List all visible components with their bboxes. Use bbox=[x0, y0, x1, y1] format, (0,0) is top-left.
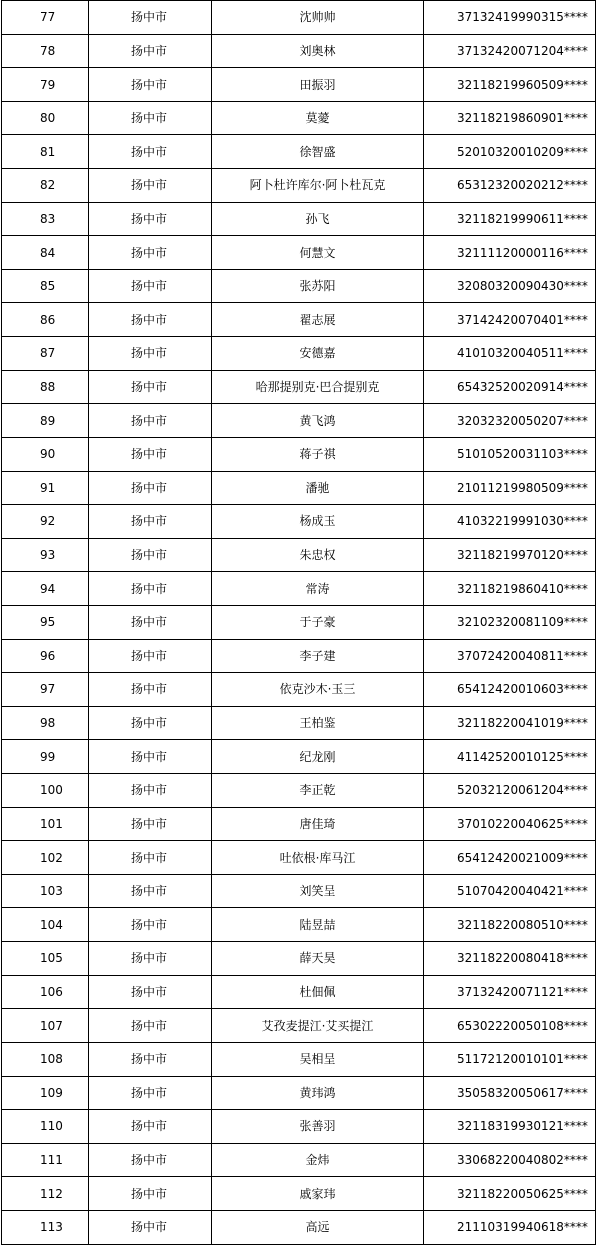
city-cell: 扬中市 bbox=[89, 807, 212, 841]
table-row bbox=[2, 1, 596, 35]
name-cell: 戚家玮 bbox=[212, 1177, 424, 1211]
name-cell: 翟志展 bbox=[212, 303, 424, 337]
id-number-cell: 37072420040811**** bbox=[424, 639, 596, 673]
id-number-cell: 32118319930121**** bbox=[424, 1110, 596, 1144]
row-number-cell: 89 bbox=[2, 404, 89, 438]
id-number-cell: 32080320090430**** bbox=[424, 269, 596, 303]
table-row bbox=[2, 505, 596, 539]
name-cell: 王柏鉴 bbox=[212, 706, 424, 740]
id-number-cell: 65412420021009**** bbox=[424, 841, 596, 875]
id-number-cell: 32118220080418**** bbox=[424, 942, 596, 976]
row-number-cell: 105 bbox=[2, 942, 89, 976]
row-number-cell: 101 bbox=[2, 807, 89, 841]
row-number-cell: 78 bbox=[2, 34, 89, 68]
row-number-cell: 106 bbox=[2, 975, 89, 1009]
id-number-cell: 32111120000116**** bbox=[424, 236, 596, 270]
id-number-cell: 32118220080510**** bbox=[424, 908, 596, 942]
city-cell: 扬中市 bbox=[89, 1076, 212, 1110]
id-number-cell: 37142420070401**** bbox=[424, 303, 596, 337]
city-cell: 扬中市 bbox=[89, 101, 212, 135]
table-row bbox=[2, 774, 596, 808]
name-cell: 阿卜杜许库尔·阿卜杜瓦克 bbox=[212, 169, 424, 203]
city-cell: 扬中市 bbox=[89, 1110, 212, 1144]
name-cell: 田振羽 bbox=[212, 68, 424, 102]
name-cell: 黄玮鸿 bbox=[212, 1076, 424, 1110]
row-number-cell: 112 bbox=[2, 1177, 89, 1211]
row-number-cell: 95 bbox=[2, 605, 89, 639]
city-cell: 扬中市 bbox=[89, 639, 212, 673]
table-row bbox=[2, 135, 596, 169]
city-cell: 扬中市 bbox=[89, 404, 212, 438]
city-cell: 扬中市 bbox=[89, 303, 212, 337]
row-number-cell: 93 bbox=[2, 538, 89, 572]
table-row bbox=[2, 34, 596, 68]
city-cell: 扬中市 bbox=[89, 706, 212, 740]
row-number-cell: 90 bbox=[2, 437, 89, 471]
city-cell: 扬中市 bbox=[89, 1042, 212, 1076]
name-cell: 于子豪 bbox=[212, 605, 424, 639]
id-number-cell: 35058320050617**** bbox=[424, 1076, 596, 1110]
table-row bbox=[2, 68, 596, 102]
table-row bbox=[2, 975, 596, 1009]
table-row bbox=[2, 169, 596, 203]
table-row bbox=[2, 605, 596, 639]
table-row bbox=[2, 908, 596, 942]
row-number-cell: 94 bbox=[2, 572, 89, 606]
row-number-cell: 113 bbox=[2, 1210, 89, 1244]
id-number-cell: 32118219970120**** bbox=[424, 538, 596, 572]
name-cell: 何慧文 bbox=[212, 236, 424, 270]
city-cell: 扬中市 bbox=[89, 269, 212, 303]
row-number-cell: 104 bbox=[2, 908, 89, 942]
table-row bbox=[2, 437, 596, 471]
row-number-cell: 111 bbox=[2, 1143, 89, 1177]
name-cell: 唐佳琦 bbox=[212, 807, 424, 841]
name-cell: 孙飞 bbox=[212, 202, 424, 236]
city-cell: 扬中市 bbox=[89, 673, 212, 707]
city-cell: 扬中市 bbox=[89, 572, 212, 606]
id-number-cell: 52010320010209**** bbox=[424, 135, 596, 169]
name-cell: 蒋子祺 bbox=[212, 437, 424, 471]
row-number-cell: 87 bbox=[2, 337, 89, 371]
name-cell: 张善羽 bbox=[212, 1110, 424, 1144]
table-row bbox=[2, 471, 596, 505]
city-cell: 扬中市 bbox=[89, 605, 212, 639]
name-cell: 安德嘉 bbox=[212, 337, 424, 371]
table-row bbox=[2, 101, 596, 135]
id-number-cell: 51070420040421**** bbox=[424, 874, 596, 908]
name-cell: 吐依根·库马江 bbox=[212, 841, 424, 875]
table-row bbox=[2, 269, 596, 303]
city-cell: 扬中市 bbox=[89, 437, 212, 471]
city-cell: 扬中市 bbox=[89, 1210, 212, 1244]
table-body bbox=[2, 1, 596, 1245]
city-cell: 扬中市 bbox=[89, 1009, 212, 1043]
table-row bbox=[2, 1110, 596, 1144]
city-cell: 扬中市 bbox=[89, 975, 212, 1009]
table-row bbox=[2, 673, 596, 707]
city-cell: 扬中市 bbox=[89, 34, 212, 68]
city-cell: 扬中市 bbox=[89, 135, 212, 169]
id-number-cell: 41032219991030**** bbox=[424, 505, 596, 539]
table-row bbox=[2, 1210, 596, 1244]
table-row bbox=[2, 1009, 596, 1043]
id-number-cell: 37132420071121**** bbox=[424, 975, 596, 1009]
row-number-cell: 100 bbox=[2, 774, 89, 808]
table-row bbox=[2, 303, 596, 337]
table-row bbox=[2, 572, 596, 606]
name-cell: 刘奥林 bbox=[212, 34, 424, 68]
row-number-cell: 102 bbox=[2, 841, 89, 875]
name-cell: 陆昱喆 bbox=[212, 908, 424, 942]
name-cell: 杜佃佩 bbox=[212, 975, 424, 1009]
id-number-cell: 51172120010101**** bbox=[424, 1042, 596, 1076]
id-number-cell: 65432520020914**** bbox=[424, 370, 596, 404]
row-number-cell: 77 bbox=[2, 1, 89, 35]
id-number-cell: 51010520031103**** bbox=[424, 437, 596, 471]
table-row bbox=[2, 370, 596, 404]
table-row bbox=[2, 1177, 596, 1211]
table-row bbox=[2, 202, 596, 236]
id-number-cell: 41010320040511**** bbox=[424, 337, 596, 371]
city-cell: 扬中市 bbox=[89, 874, 212, 908]
id-number-cell: 32102320081109**** bbox=[424, 605, 596, 639]
name-cell: 杨成玉 bbox=[212, 505, 424, 539]
candidate-table bbox=[1, 0, 596, 1245]
city-cell: 扬中市 bbox=[89, 505, 212, 539]
name-cell: 吴相呈 bbox=[212, 1042, 424, 1076]
id-number-cell: 32118219960509**** bbox=[424, 68, 596, 102]
table-row bbox=[2, 874, 596, 908]
name-cell: 依克沙木·玉三 bbox=[212, 673, 424, 707]
name-cell: 张苏阳 bbox=[212, 269, 424, 303]
row-number-cell: 98 bbox=[2, 706, 89, 740]
city-cell: 扬中市 bbox=[89, 740, 212, 774]
id-number-cell: 41142520010125**** bbox=[424, 740, 596, 774]
city-cell: 扬中市 bbox=[89, 1177, 212, 1211]
city-cell: 扬中市 bbox=[89, 169, 212, 203]
name-cell: 纪龙刚 bbox=[212, 740, 424, 774]
row-number-cell: 96 bbox=[2, 639, 89, 673]
name-cell: 李正乾 bbox=[212, 774, 424, 808]
id-number-cell: 32118219860901**** bbox=[424, 101, 596, 135]
row-number-cell: 84 bbox=[2, 236, 89, 270]
table-row bbox=[2, 1042, 596, 1076]
name-cell: 艾孜麦提江·艾买提江 bbox=[212, 1009, 424, 1043]
row-number-cell: 91 bbox=[2, 471, 89, 505]
row-number-cell: 108 bbox=[2, 1042, 89, 1076]
row-number-cell: 103 bbox=[2, 874, 89, 908]
id-number-cell: 65412420010603**** bbox=[424, 673, 596, 707]
row-number-cell: 85 bbox=[2, 269, 89, 303]
name-cell: 李子建 bbox=[212, 639, 424, 673]
city-cell: 扬中市 bbox=[89, 202, 212, 236]
row-number-cell: 97 bbox=[2, 673, 89, 707]
table-row bbox=[2, 740, 596, 774]
table-row bbox=[2, 236, 596, 270]
id-number-cell: 37132419990315**** bbox=[424, 1, 596, 35]
id-number-cell: 65302220050108**** bbox=[424, 1009, 596, 1043]
row-number-cell: 86 bbox=[2, 303, 89, 337]
row-number-cell: 110 bbox=[2, 1110, 89, 1144]
table-row bbox=[2, 538, 596, 572]
table-row bbox=[2, 706, 596, 740]
table-row bbox=[2, 841, 596, 875]
row-number-cell: 107 bbox=[2, 1009, 89, 1043]
name-cell: 刘笑呈 bbox=[212, 874, 424, 908]
city-cell: 扬中市 bbox=[89, 908, 212, 942]
id-number-cell: 52032120061204**** bbox=[424, 774, 596, 808]
name-cell: 常涛 bbox=[212, 572, 424, 606]
city-cell: 扬中市 bbox=[89, 370, 212, 404]
row-number-cell: 83 bbox=[2, 202, 89, 236]
table-row bbox=[2, 404, 596, 438]
table-row bbox=[2, 942, 596, 976]
id-number-cell: 21110319940618**** bbox=[424, 1210, 596, 1244]
name-cell: 金炜 bbox=[212, 1143, 424, 1177]
row-number-cell: 82 bbox=[2, 169, 89, 203]
id-number-cell: 37010220040625**** bbox=[424, 807, 596, 841]
row-number-cell: 99 bbox=[2, 740, 89, 774]
table-row bbox=[2, 1076, 596, 1110]
name-cell: 哈那提别克·巴合提别克 bbox=[212, 370, 424, 404]
name-cell: 朱忠权 bbox=[212, 538, 424, 572]
table-row bbox=[2, 337, 596, 371]
city-cell: 扬中市 bbox=[89, 774, 212, 808]
city-cell: 扬中市 bbox=[89, 337, 212, 371]
city-cell: 扬中市 bbox=[89, 538, 212, 572]
id-number-cell: 65312320020212**** bbox=[424, 169, 596, 203]
name-cell: 沈帅帅 bbox=[212, 1, 424, 35]
id-number-cell: 37132420071204**** bbox=[424, 34, 596, 68]
city-cell: 扬中市 bbox=[89, 1, 212, 35]
row-number-cell: 80 bbox=[2, 101, 89, 135]
table-row bbox=[2, 639, 596, 673]
city-cell: 扬中市 bbox=[89, 1143, 212, 1177]
id-number-cell: 32118220041019**** bbox=[424, 706, 596, 740]
row-number-cell: 79 bbox=[2, 68, 89, 102]
city-cell: 扬中市 bbox=[89, 841, 212, 875]
id-number-cell: 32118219990611**** bbox=[424, 202, 596, 236]
id-number-cell: 32118219860410**** bbox=[424, 572, 596, 606]
name-cell: 潘驰 bbox=[212, 471, 424, 505]
city-cell: 扬中市 bbox=[89, 236, 212, 270]
table-row bbox=[2, 807, 596, 841]
table-row bbox=[2, 1143, 596, 1177]
id-number-cell: 32118220050625**** bbox=[424, 1177, 596, 1211]
id-number-cell: 33068220040802**** bbox=[424, 1143, 596, 1177]
name-cell: 黄飞鸿 bbox=[212, 404, 424, 438]
name-cell: 莫薆 bbox=[212, 101, 424, 135]
name-cell: 徐智盛 bbox=[212, 135, 424, 169]
city-cell: 扬中市 bbox=[89, 471, 212, 505]
city-cell: 扬中市 bbox=[89, 68, 212, 102]
row-number-cell: 88 bbox=[2, 370, 89, 404]
name-cell: 高远 bbox=[212, 1210, 424, 1244]
row-number-cell: 81 bbox=[2, 135, 89, 169]
row-number-cell: 109 bbox=[2, 1076, 89, 1110]
city-cell: 扬中市 bbox=[89, 942, 212, 976]
row-number-cell: 92 bbox=[2, 505, 89, 539]
id-number-cell: 21011219980509**** bbox=[424, 471, 596, 505]
id-number-cell: 32032320050207**** bbox=[424, 404, 596, 438]
name-cell: 薛天昊 bbox=[212, 942, 424, 976]
